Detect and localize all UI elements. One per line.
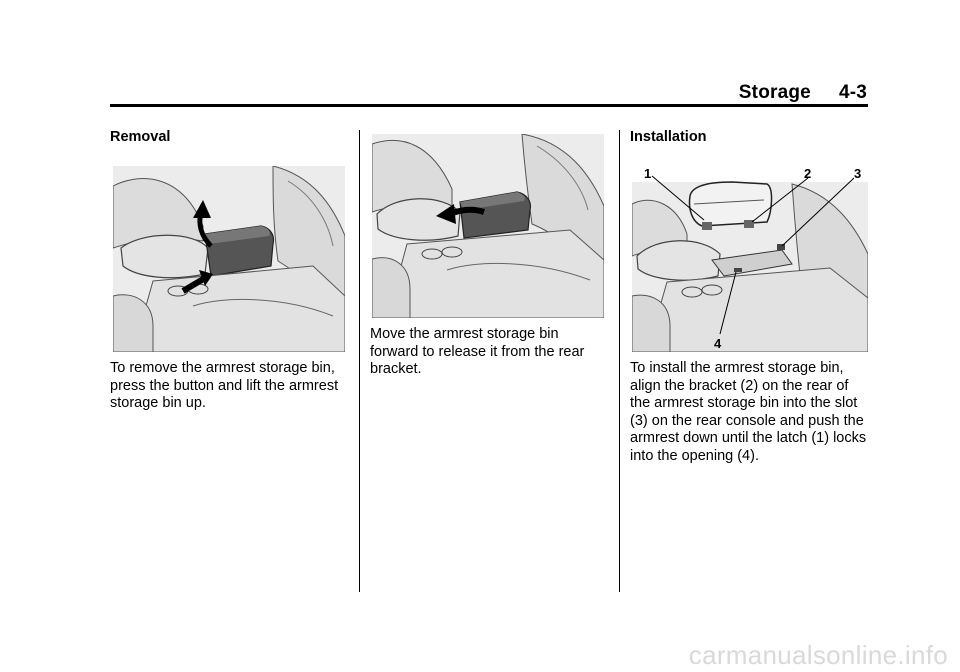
section-title: Storage <box>738 82 811 103</box>
installation-column <box>630 128 870 146</box>
installation-text-block <box>630 360 870 465</box>
callout-4: 4 <box>714 336 722 351</box>
header-rule <box>110 104 868 107</box>
removal-illustration <box>113 166 345 352</box>
removal-text: To remove the armrest storage bin, press the button and lift the armrest storage bin up. <box>110 360 339 411</box>
callout-3: 3 <box>854 166 862 181</box>
callout-1: 1 <box>644 166 652 181</box>
removal-text-block <box>110 360 350 413</box>
installation-text: To install the armrest storage bin, align the bracket (2) on the rear of the armrest storage bin into the slot (3) on the rear console and push the armrest down until the latch (1) locks into the opening (4). <box>630 360 867 464</box>
removal-column <box>110 128 350 146</box>
removal-heading: Removal <box>110 129 171 145</box>
column-divider <box>359 130 360 592</box>
callout-2: 2 <box>804 166 812 181</box>
watermark: carmanualsonline.info <box>688 640 948 670</box>
release-illustration <box>372 134 604 318</box>
page-number: 4-3 <box>838 82 867 103</box>
release-text: Move the armrest storage bin forward to release it from the rear bracket. <box>370 326 585 377</box>
release-text-block <box>370 326 610 379</box>
installation-illustration <box>632 164 868 352</box>
column-divider <box>619 130 620 592</box>
installation-heading: Installation <box>630 129 707 145</box>
page-header <box>739 82 867 104</box>
